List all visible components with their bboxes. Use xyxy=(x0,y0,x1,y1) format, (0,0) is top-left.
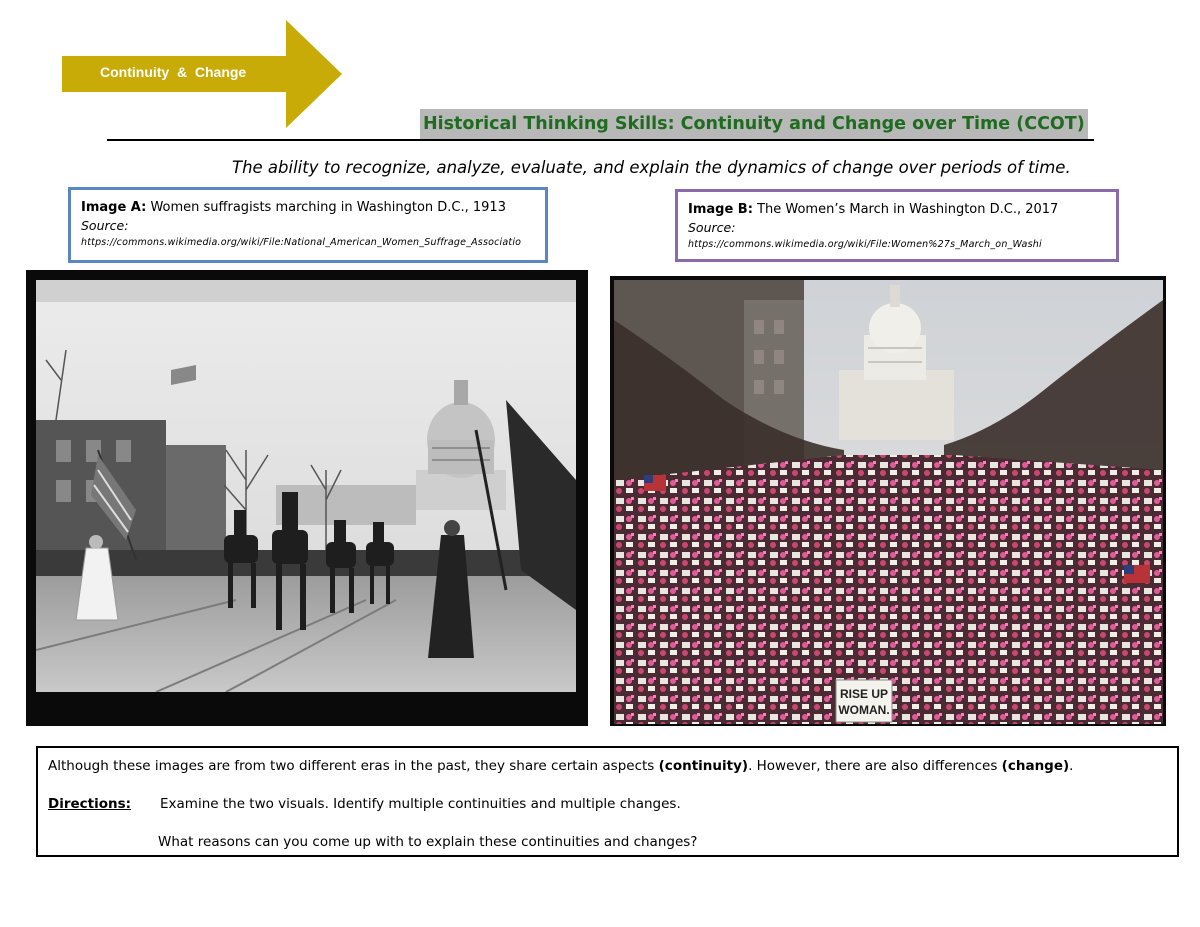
image-a-photo xyxy=(36,280,576,692)
image-b-label: Image B: xyxy=(688,202,753,217)
image-a-source-url[interactable]: https://commons.wikimedia.org/wiki/File:National_American_Women_Suffrage_Associatio xyxy=(81,237,522,248)
intro-change: (change) xyxy=(1001,758,1070,774)
svg-text:RISE UP: RISE UP xyxy=(839,687,889,701)
page-subtitle: The ability to recognize, analyze, evaluate, and explain the dynamics of change over periods of time. xyxy=(232,158,1071,177)
image-b-title-line xyxy=(688,200,1106,219)
directions-label: Directions: xyxy=(48,796,132,812)
intro-text-b: . However, there are also differences xyxy=(748,758,1002,774)
image-a-title-line xyxy=(81,198,535,217)
directions-intro xyxy=(48,758,1073,774)
intro-continuity: (continuity) xyxy=(658,758,749,774)
page-title: Historical Thinking Skills: Continuity and Change over Time (CCOT) xyxy=(420,109,1088,139)
image-b-description: The Women’s March in Washington D.C., 2017 xyxy=(757,202,1059,217)
image-a-source-label: Source: xyxy=(81,218,129,233)
image-a-description: Women suffragists marching in Washington D.C., 1913 xyxy=(150,200,506,215)
directions-box xyxy=(36,746,1179,857)
directions-line-2: What reasons can you come up with to explain these continuities and changes? xyxy=(158,834,698,850)
image-b-caption xyxy=(675,189,1119,262)
intro-text-a: Although these images are from two different eras in the past, they share certain aspects xyxy=(48,758,659,774)
image-b-photo xyxy=(614,280,1163,724)
directions-line-1: Examine the two visuals. Identify multiple continuities and multiple changes. xyxy=(160,796,681,812)
image-b-source-url[interactable]: https://commons.wikimedia.org/wiki/File:Women%27s_March_on_Washi xyxy=(688,239,1042,250)
svg-text:WOMAN.: WOMAN. xyxy=(838,703,890,717)
arrow-label: Continuity & Change xyxy=(100,64,247,80)
image-a-caption xyxy=(68,187,548,263)
image-a-label: Image A: xyxy=(81,200,147,215)
title-divider xyxy=(107,139,1094,141)
intro-text-c: . xyxy=(1069,758,1074,774)
image-b-source-label: Source: xyxy=(688,220,736,235)
